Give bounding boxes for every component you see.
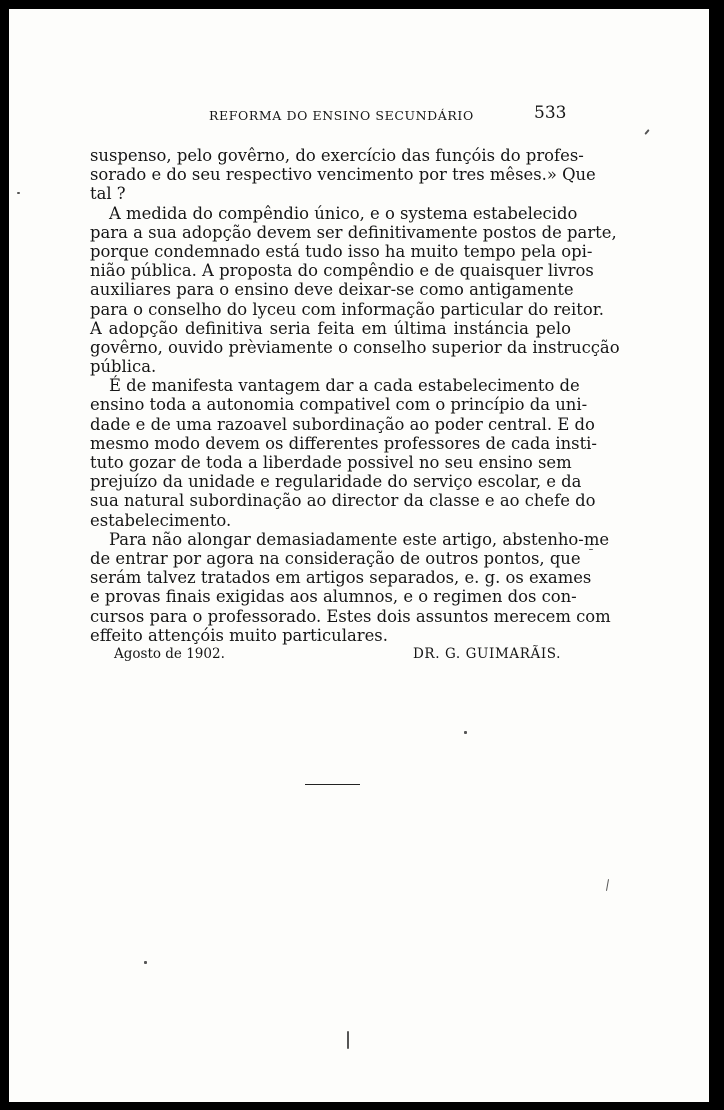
text-line: suspenso, pelo govêrno, do exercício das funçóis do profes-: [90, 146, 584, 165]
text-line: porque condemnado está tudo isso ha muito tempo pela opi-: [90, 241, 593, 261]
page-number: 533: [534, 103, 567, 123]
text-line: serám talvez tratados em artigos separados, e. g. os exames: [90, 568, 592, 588]
text-line: A medida do compêndio único, e o systema estabelecido: [109, 203, 578, 223]
scan-speck: [606, 879, 609, 891]
text-line: É de manifesta vantagem dar a cada estabelecimento de: [109, 376, 580, 396]
text-line: ensino toda a autonomia compativel com o princípio da uni-: [90, 395, 588, 415]
document-page: [9, 9, 709, 1102]
text-line: tuto gozar de toda a liberdade possivel no seu ensino sem: [90, 453, 572, 472]
text-line: effeito attençóis muito particulares.: [90, 625, 388, 645]
text-line: dade e de uma razoavel subordinação ao poder central. E do: [90, 414, 595, 434]
scan-speck: [464, 731, 467, 734]
text-line: mesmo modo devem os differentes professores de cada insti-: [90, 433, 597, 453]
scan-speck: [347, 1031, 349, 1049]
text-line: para o conselho do lyceu com informação particular do reitor.: [90, 299, 604, 319]
text-line: e provas finais exigidas aos alumnos, e o regimen dos con-: [90, 587, 577, 607]
text-line: prejuízo da unidade e regularidade do serviço escolar, e da: [90, 472, 582, 492]
text-line: Para não alongar demasiadamente este artigo, abstenho-me: [109, 529, 610, 549]
text-line: pública.: [90, 357, 157, 377]
text-line: auxiliares para o ensino deve deixar-se como antigamente: [90, 280, 574, 300]
running-header-title: REFORMA DO ENSINO SECUNDÁRIO: [209, 108, 474, 123]
article-body: [90, 146, 620, 645]
text-line: para a sua adopção devem ser definitivamente postos de parte,: [90, 222, 617, 242]
text-line: estabelecimento.: [90, 510, 232, 530]
text-line: sorado e do seu respectivo vencimento por tres mêses.» Que: [90, 165, 596, 185]
text-line: A adopção definitiva seria feita em última instáncia pelo: [90, 318, 571, 338]
scan-speck: [144, 961, 147, 964]
text-line: de entrar por agora na consideração de outros pontos, que: [90, 548, 581, 568]
signoff-date: Agosto de 1902.: [114, 646, 225, 662]
text-line: tal ?: [90, 184, 126, 204]
scan-speck: [644, 129, 649, 135]
signoff-author: DR. G. GUIMARÃIS.: [413, 646, 562, 662]
text-line: cursos para o professorado. Estes dois assuntos merecem com: [90, 606, 611, 626]
scan-speck: [17, 192, 20, 194]
scan-speck: [589, 549, 593, 550]
text-line: sua natural subordinação ao director da classe e ao chefe do: [90, 491, 596, 511]
text-line: nião pública. A proposta do compêndio e de quaisquer livros: [90, 261, 594, 281]
text-line: govêrno, ouvido prèviamente o conselho superior da instrucção: [90, 337, 620, 357]
section-rule: [305, 784, 360, 785]
